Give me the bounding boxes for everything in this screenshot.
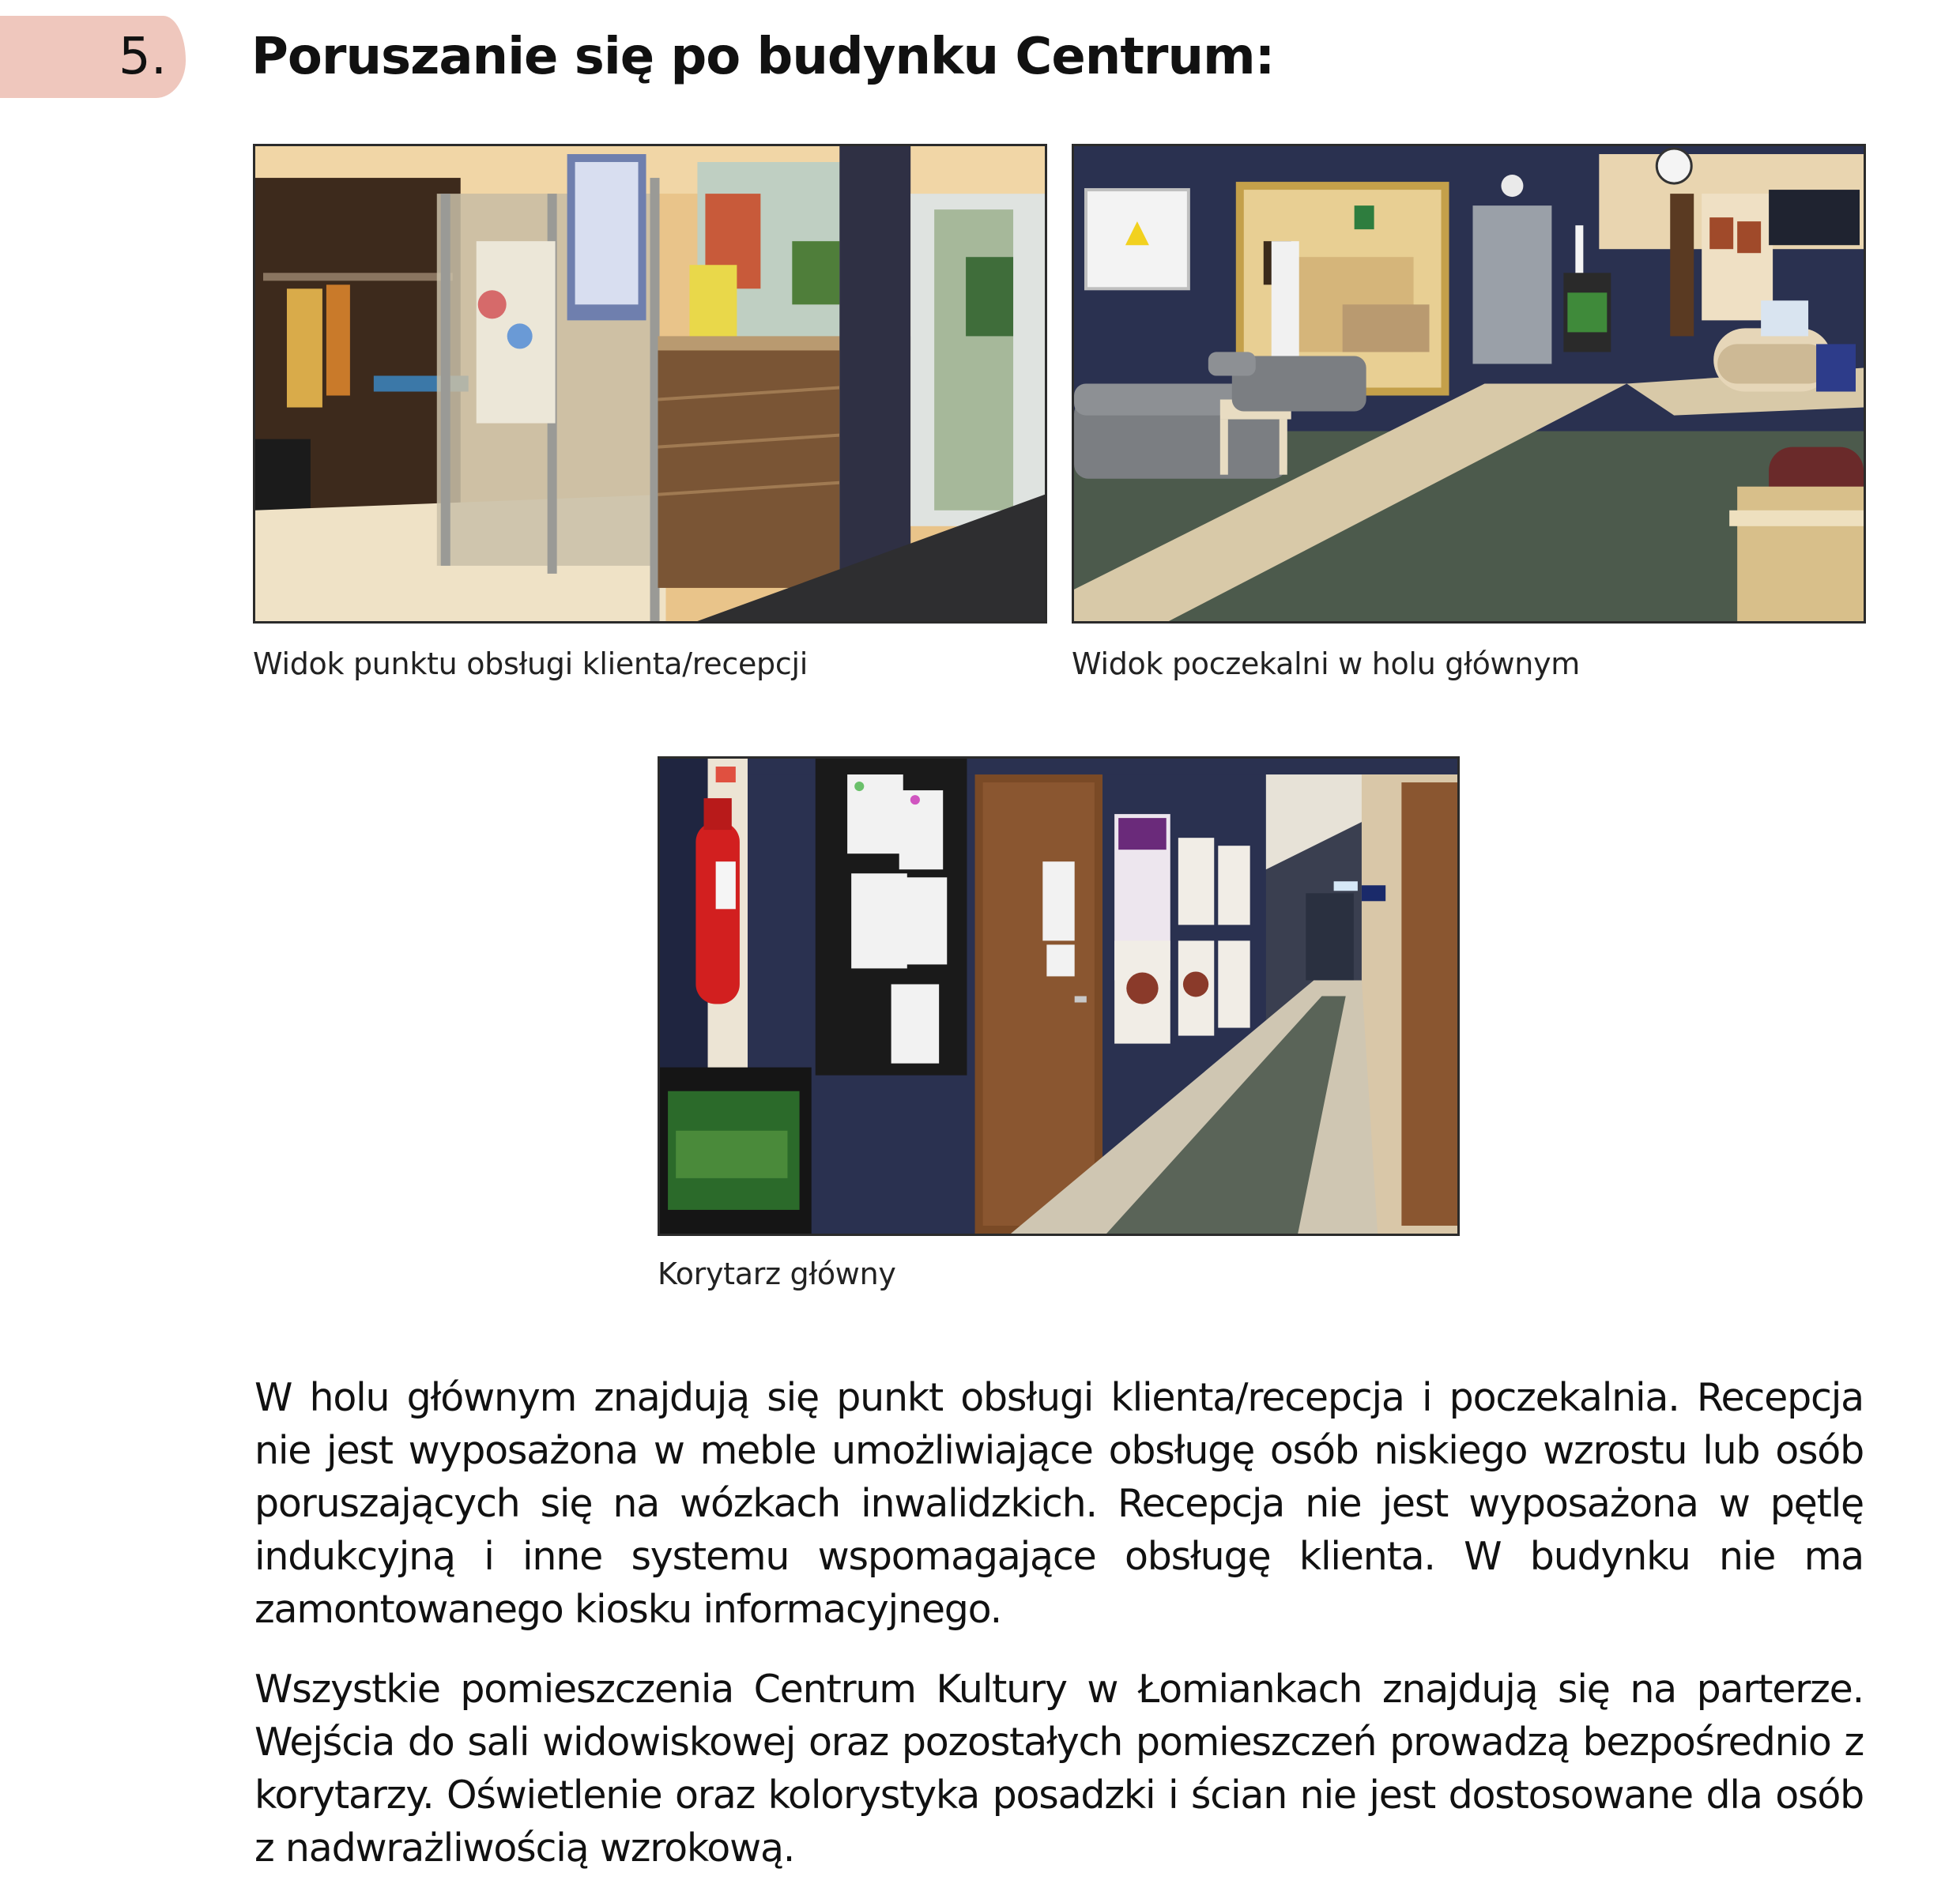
reception-illustration (255, 146, 1045, 621)
section-number: 5. (119, 28, 168, 86)
photo-main-corridor (658, 756, 1460, 1236)
body-paragraph-rooms: Wszystkie pomieszczenia Centrum Kultury w Łomiankach znajdują się na parterze. Wejścia do sali widowiskowej oraz pozostałych pomieszczeń prowadzą bezpośrednio z korytarzy. Oświetlenie oraz kolorystyka posadzki i ścian nie jest dostosowane dla osób z nadwrażliwością wzrokową. (254, 1667, 1864, 1871)
photo-reception (253, 144, 1047, 624)
photo-caption-waiting-area: Widok poczekalni w holu głównym (1072, 646, 1580, 681)
waiting-area-illustration (1074, 146, 1864, 621)
photo-caption-main-corridor: Korytarz główny (658, 1257, 896, 1291)
section-title: Poruszanie się po budynku Centrum: (251, 28, 1275, 86)
photo-waiting-area (1072, 144, 1866, 624)
corridor-illustration (660, 759, 1457, 1234)
photo-caption-reception: Widok punktu obsługi klienta/recepcji (253, 646, 808, 681)
body-paragraph-reception: W holu głównym znajdują się punkt obsługi klienta/recepcja i poczekalnia. Recepcja nie jest wyposażona w meble umożliwiające obsługę osób niskiego wzrostu lub osób poruszających się na wózkach inwalidzkich. Recepcja nie jest wyposażona w pętlę indukcyjną i inne systemu wspomagające obsługę klienta. W budynku nie ma zamontowanego kiosku informacyjnego. (254, 1375, 1864, 1632)
